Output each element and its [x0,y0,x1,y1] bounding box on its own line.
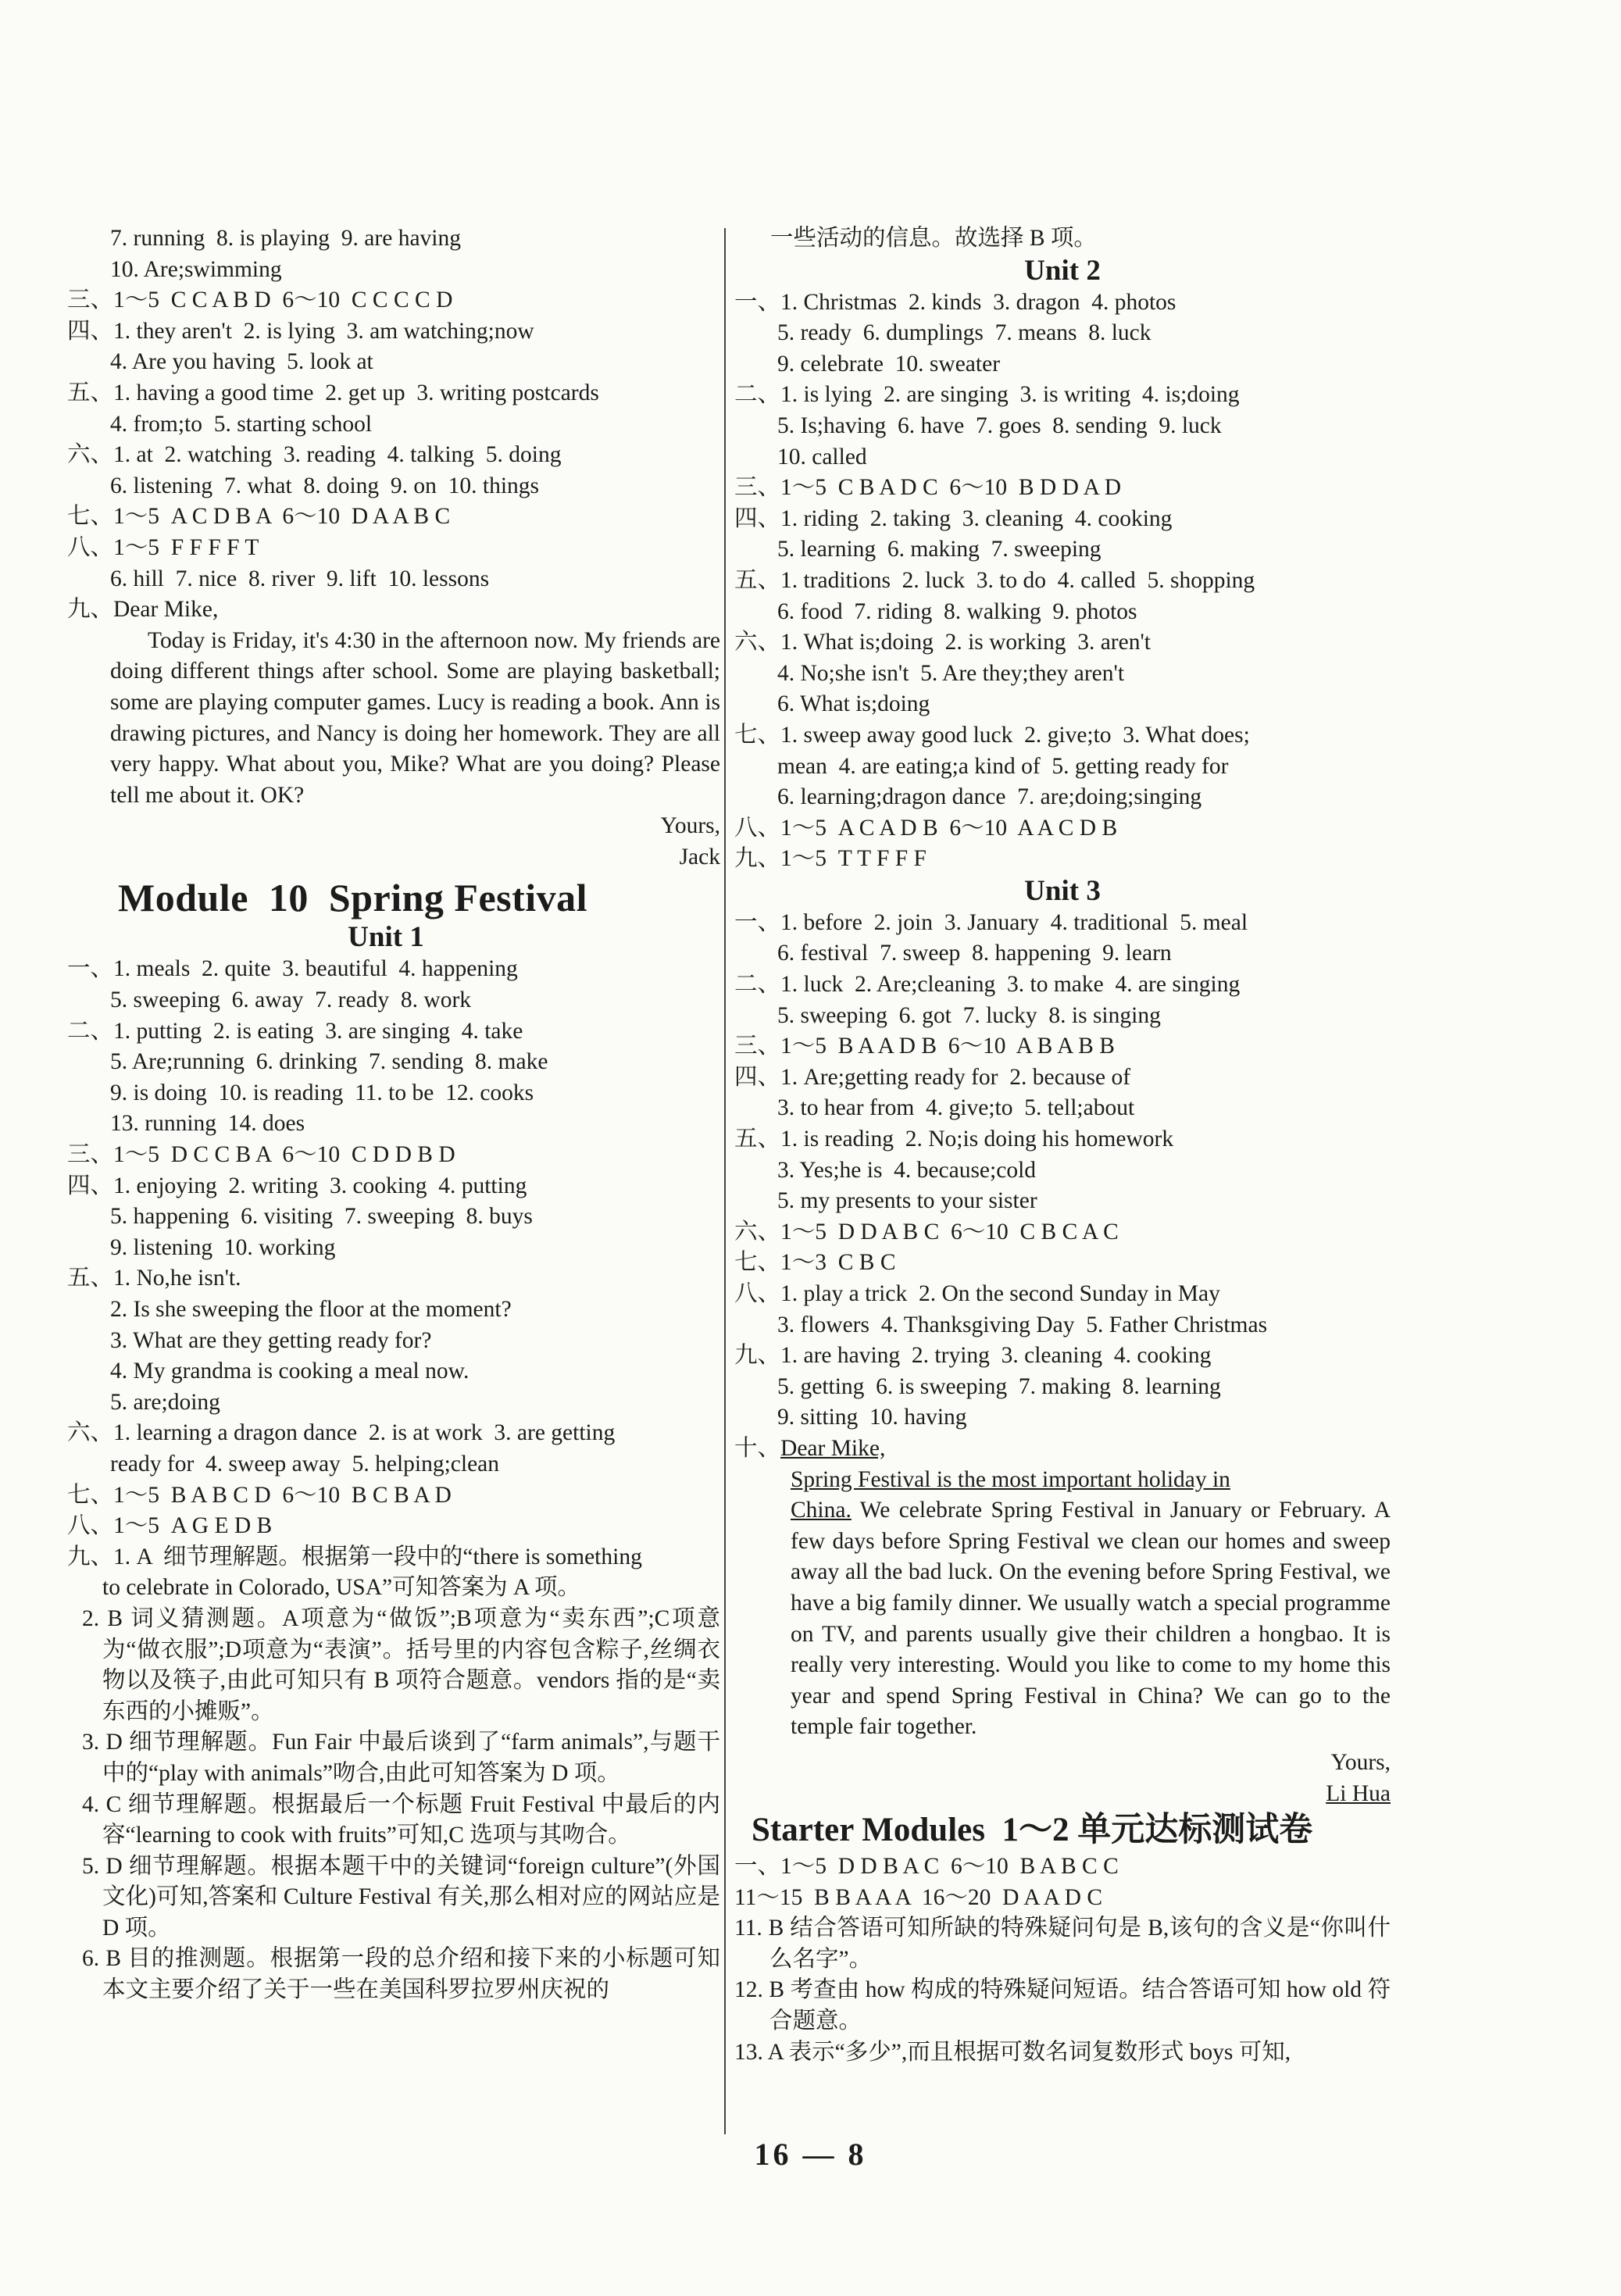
answer-line: 4. My grandma is cooking a meal now. [110,1359,470,1384]
section-label: 十、 [734,1435,781,1461]
answer-line: 6. food 7. riding 8. walking 9. photos [777,598,1137,624]
explanation-line: 九、1. A 细节理解题。根据第一段中的“there is something [67,1544,642,1569]
answer-line: 9. is doing 10. is reading 11. to be 12. cooks [110,1080,534,1105]
answer-line: 五、1. is reading 2. No;is doing his homework [734,1127,1174,1152]
explanation-paragraph: 13. A 表示“多少”,而且根据可数名词复数形式 boys 可知, [734,2039,1291,2065]
answer-line: 一、1～5 D D B A C 6～10 B A B C C [734,1854,1119,1880]
page-number: 16 — 8 [754,2137,867,2172]
answer-line: 4. Are you having 5. look at [110,349,373,375]
essay-closing: Yours, [1330,1749,1391,1775]
answer-line: 5. my presents to your sister [777,1188,1037,1214]
answer-line: 6. What is;doing [777,691,930,717]
answer-line: 5. learning 6. making 7. sweeping [777,537,1101,562]
module-title: Module 10 Spring Festival [118,876,588,920]
answer-line: ready for 4. sweep away 5. helping;clean [110,1451,500,1477]
answer-line: 6. hill 7. nice 8. river 9. lift 10. lessons [110,566,490,591]
answer-line: 6. festival 7. sweep 8. happening 9. learn [777,941,1172,966]
answer-line: 四、1. riding 2. taking 3. cleaning 4. cooking [734,505,1173,531]
explanation-paragraph: 4. C 细节理解题。根据最后一个标题 Fruit Festival 中最后的内容“learning to cook with fruits”可知,C 选项与其吻合。 [82,1791,720,1848]
unit-title: Unit 2 [1024,254,1101,287]
essay-greeting: Dear Mike, [780,1435,886,1461]
letter-body: Today is Friday, it's 4:30 in the afternoon now. My friends are doing different things after school. Some are playing basketball; some are playing computer games. Lucy is reading a book. Ann is drawing pictures, and Nancy is doing her homework. They are all very happy. What about you, Mike? What are you doing? Please tell me about it. OK? [110,627,720,808]
answer-line: 九、Dear Mike, [67,597,219,623]
answer-line: 九、1. are having 2. trying 3. cleaning 4. cooking [734,1343,1212,1369]
answer-line: 4. from;to 5. starting school [110,411,373,437]
answer-line: 三、1～5 D C C B A 6～10 C D D B D [67,1142,455,1168]
answer-line: 一、1. Christmas 2. kinds 3. dragon 4. photos [734,289,1176,315]
explanation-paragraph: 3. D 细节理解题。Fun Fair 中最后谈到了“farm animals”,与题干中的“play with animals”吻合,由此可知答案为 D 项。 [82,1730,720,1786]
answer-line: 八、1～5 A G E D B [67,1513,273,1539]
answer-line: 三、1～5 C B A D C 6～10 B D D A D [734,475,1122,501]
answer-line: 六、1. at 2. watching 3. reading 4. talking 5. doing [67,442,562,468]
explanation-continuation: 一些活动的信息。故选择 B 项。 [770,226,1097,251]
answer-line: 二、1. luck 2. Are;cleaning 3. to make 4. are singing [734,972,1241,998]
right-column [734,223,1391,2068]
answer-line [734,1434,1391,1465]
answer-line: 6. listening 7. what 8. doing 9. on 10. things [110,473,540,498]
essay-signature [734,1779,1391,1810]
unit-title: Unit 1 [348,921,424,954]
answer-line: 四、1. Are;getting ready for 2. because of [734,1064,1131,1090]
answer-line: 5. getting 6. is sweeping 7. making 8. learning [777,1373,1221,1399]
essay-body [734,1465,1391,1743]
letter-signature: Jack [679,844,720,869]
answer-line: 七、1～3 C B C [734,1250,896,1276]
answer-line: 六、1. What is;doing 2. is working 3. aren't [734,630,1151,655]
explanation-paragraph: 12. B 考查由 how 构成的特殊疑问短语。结合答语可知 how old 符合题意。 [734,1977,1391,2034]
answer-line: 3. to hear from 4. give;to 5. tell;about [777,1095,1135,1121]
answer-line: 10. called [777,444,867,470]
answer-line: 五、1. No,he isn't. [67,1266,241,1291]
answer-line: 7. running 8. is playing 9. are having [110,226,461,251]
answer-line: 3. flowers 4. Thanksgiving Day 5. Father Christmas [777,1312,1268,1337]
essay-signature-name: Li Hua [1326,1780,1391,1806]
answer-line: 2. Is she sweeping the floor at the moment? [110,1297,512,1322]
answer-line: 11～15 B B A A A 16～20 D A A D C [734,1884,1103,1910]
answer-line: 六、1～5 D D A B C 6～10 C B C A C [734,1219,1119,1244]
answer-line: 5. Are;running 6. drinking 7. sending 8. make [110,1049,548,1075]
answer-line: 八、1～5 F F F F T [67,534,259,560]
answer-line: 4. No;she isn't 5. Are they;they aren't [777,660,1125,686]
letter-closing: Yours, [660,813,720,839]
answer-line: 10. Are;swimming [110,256,282,282]
explanation-line: to celebrate in Colorado, USA”可知答案为 A 项。 [102,1575,581,1601]
answer-line: 一、1. meals 2. quite 3. beautiful 4. happening [67,956,518,982]
answer-line: 九、1～5 T T F F F [734,846,927,872]
answer-line: 5. are;doing [110,1389,220,1415]
essay-underlined-sentence: Spring Festival is the most important holiday in [791,1466,1230,1492]
answer-line: 七、1～5 B A B C D 6～10 B C B A D [67,1482,452,1508]
answer-line: 四、1. enjoying 2. writing 3. cooking 4. putting [67,1173,527,1198]
answer-line: 七、1～5 A C D B A 6～10 D A A B C [67,504,451,530]
explanation-paragraph: 6. B 目的推测题。根据第一段的总介绍和接下来的小标题可知本文主要介绍了关于一些在美国科罗拉罗州庆祝的 [82,1946,720,2003]
explanation-paragraph: 2. B 词义猜测题。A项意为“做饭”;B项意为“卖东西”;C项意为“做衣服”;D项意为“表演”。括号里的内容包含粽子,丝绸衣物以及筷子,由此可知只有 B 项符合题意。vendors 指的是“卖东西的小摊贩”。 [82,1605,720,1724]
answer-line: 八、1～5 A C A D B 6～10 A A C D B [734,815,1118,841]
answer-line: 5. sweeping 6. away 7. ready 8. work [110,987,472,1013]
answer-line: 5. happening 6. visiting 7. sweeping 8. buys [110,1204,533,1230]
answer-line: 五、1. having a good time 2. get up 3. writing postcards [67,380,599,405]
column-divider [724,228,726,2134]
answer-line: 9. sitting 10. having [777,1405,967,1430]
explanation-paragraph: 11. B 结合答语可知所缺的特殊疑问句是 B,该句的含义是“你叫什么名字”。 [734,1916,1391,1972]
answer-line: 八、1. play a trick 2. On the second Sunday in May [734,1281,1220,1306]
answer-line: 5. sweeping 6. got 7. lucky 8. is singing [777,1002,1161,1028]
answer-line: 5. ready 6. dumplings 7. means 8. luck [777,320,1151,346]
unit-title: Unit 3 [1024,874,1101,907]
answer-line: 三、1～5 B A A D B 6～10 A B A B B [734,1034,1115,1059]
test-title: Starter Modules 1～2 单元达标测试卷 [752,1812,1313,1849]
answer-line: 二、1. putting 2. is eating 3. are singing 4. take [67,1018,523,1044]
answer-line: 一、1. before 2. join 3. January 4. traditional 5. meal [734,909,1248,935]
answer-line: 9. listening 10. working [110,1234,336,1260]
answer-line: 5. Is;having 6. have 7. goes 8. sending 9. luck [777,412,1222,438]
answer-line: 二、1. is lying 2. are singing 3. is writing 4. is;doing [734,382,1240,408]
answer-line: 3. Yes;he is 4. because;cold [777,1157,1037,1183]
explanation-paragraph: 5. D 细节理解题。根据本题干中的关键词“foreign culture”(外国文化)可知,答案和 Culture Festival 有关,那么相对应的网站应是 D 项。 [82,1853,720,1941]
answer-line: 四、1. they aren't 2. is lying 3. am watching;now [67,318,534,344]
answer-line: 9. celebrate 10. sweater [777,351,1001,377]
answer-line: 三、1～5 C C A B D 6～10 C C C C D [67,287,453,313]
essay-text: We celebrate Spring Festival in January or February. A few days before Spring Festival we clean our homes and sweep away all the bad luck. On the evening before Spring Festival, we have a big family dinner. We usually watch a special programme on TV, and parents usually give their children a hongbao. It is really very interesting. Would you like to come to my home this year and spend Spring Festival in China? We can go to the temple fair together. [791,1498,1391,1740]
answer-line: 六、1. learning a dragon dance 2. is at work 3. are getting [67,1420,616,1446]
answer-line: 6. learning;dragon dance 7. are;doing;singing [777,784,1202,810]
left-column [67,223,720,2006]
answer-line: 五、1. traditions 2. luck 3. to do 4. called 5. shopping [734,567,1255,593]
essay-underlined-sentence-end: China. [791,1498,852,1523]
answer-line: mean 4. are eating;a kind of 5. getting ready for [777,753,1229,779]
answer-line: 13. running 14. does [110,1111,305,1137]
answer-line: 3. What are they getting ready for? [110,1327,432,1353]
answer-line: 七、1. sweep away good luck 2. give;to 3. What does; [734,722,1250,748]
